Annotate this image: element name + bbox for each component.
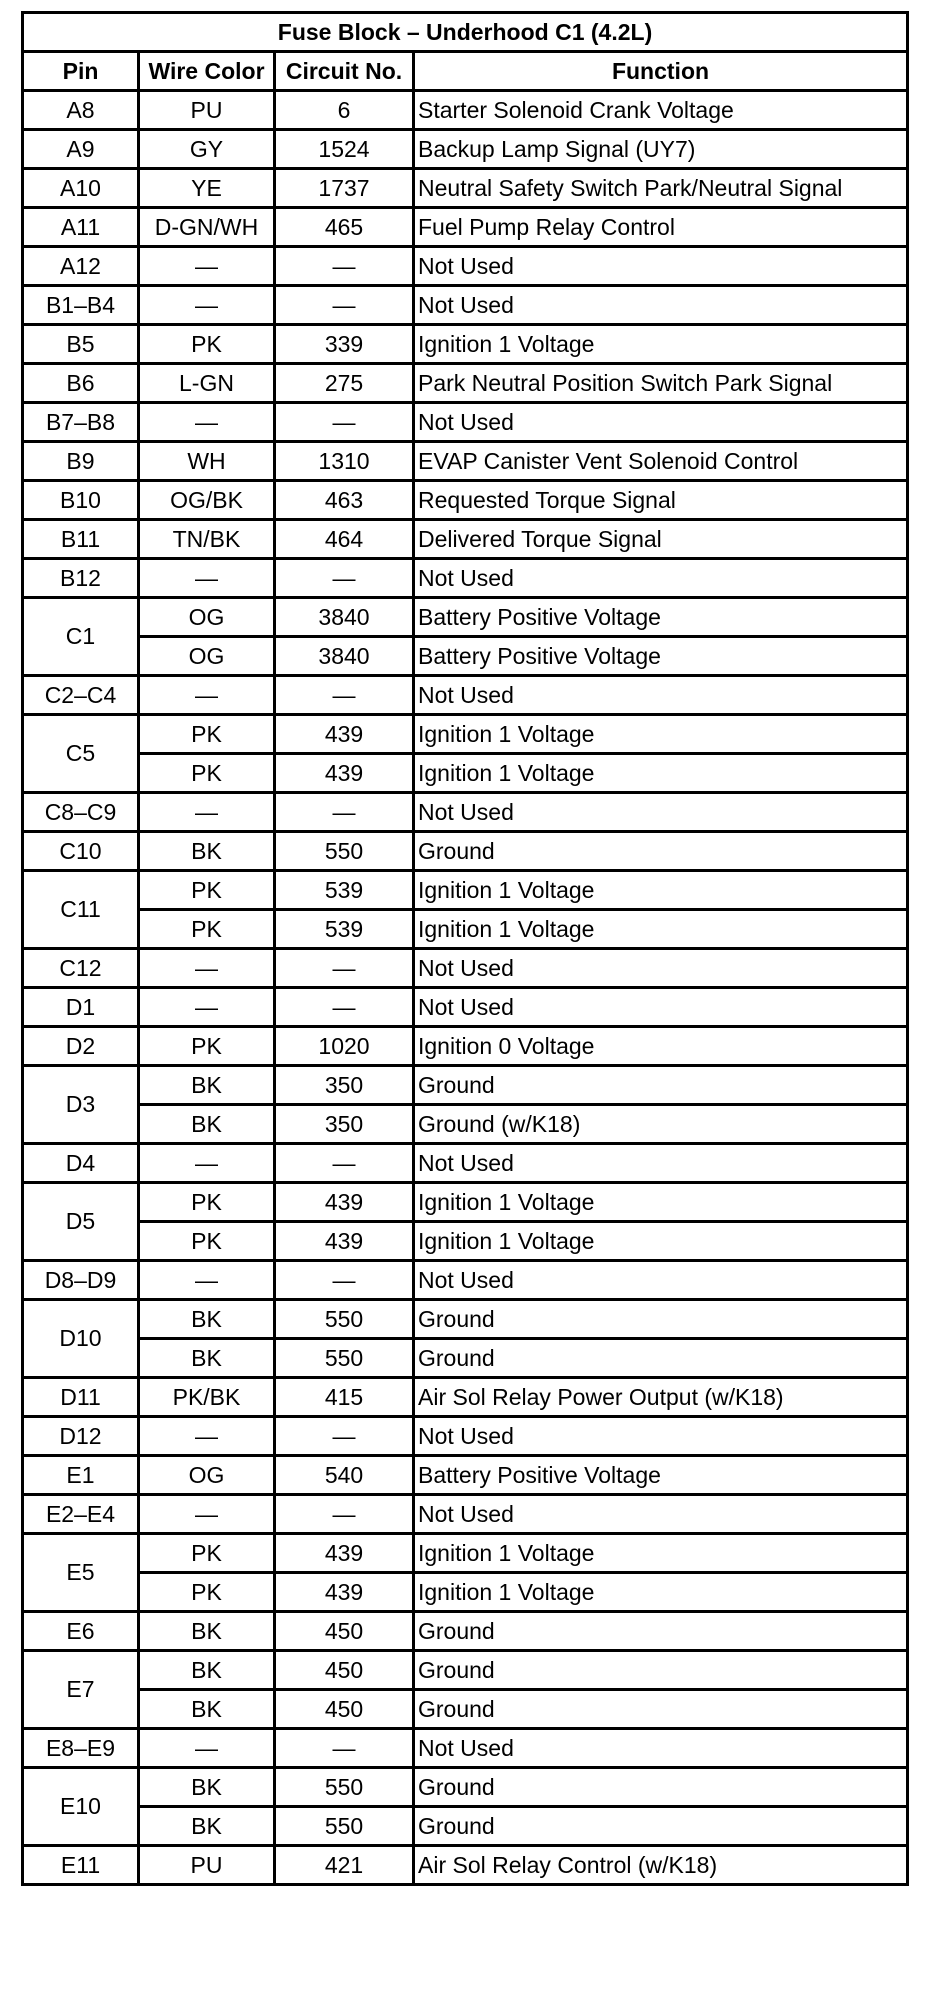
pin-cell: C10 bbox=[23, 832, 139, 871]
circuit-cell: 450 bbox=[275, 1612, 414, 1651]
wire-color-cell: — bbox=[139, 1417, 275, 1456]
table-row bbox=[23, 871, 908, 910]
wire-color-cell: PK bbox=[139, 1183, 275, 1222]
function-cell: Air Sol Relay Control (w/K18) bbox=[414, 1846, 908, 1885]
function-cell: Ignition 0 Voltage bbox=[414, 1027, 908, 1066]
wire-color-cell: BK bbox=[139, 1339, 275, 1378]
circuit-cell: 464 bbox=[275, 520, 414, 559]
function-cell: Ground bbox=[414, 1690, 908, 1729]
table-row bbox=[23, 325, 908, 364]
wire-color-cell: BK bbox=[139, 1651, 275, 1690]
table-row bbox=[23, 715, 908, 754]
wire-color-cell: — bbox=[139, 676, 275, 715]
pin-cell: E11 bbox=[23, 1846, 139, 1885]
function-cell: Ignition 1 Voltage bbox=[414, 1534, 908, 1573]
function-cell: Requested Torque Signal bbox=[414, 481, 908, 520]
pin-cell: B1–B4 bbox=[23, 286, 139, 325]
circuit-cell: — bbox=[275, 403, 414, 442]
wire-color-cell: BK bbox=[139, 832, 275, 871]
circuit-cell: — bbox=[275, 949, 414, 988]
table-row bbox=[23, 754, 908, 793]
pin-cell: A9 bbox=[23, 130, 139, 169]
wire-color-cell: PK bbox=[139, 1027, 275, 1066]
circuit-cell: — bbox=[275, 676, 414, 715]
table-row bbox=[23, 91, 908, 130]
table-row bbox=[23, 208, 908, 247]
table-row bbox=[23, 1378, 908, 1417]
function-cell: Park Neutral Position Switch Park Signal bbox=[414, 364, 908, 403]
pin-cell: D1 bbox=[23, 988, 139, 1027]
circuit-cell: 339 bbox=[275, 325, 414, 364]
circuit-cell: 421 bbox=[275, 1846, 414, 1885]
circuit-cell: — bbox=[275, 1261, 414, 1300]
table-row bbox=[23, 832, 908, 871]
circuit-cell: 539 bbox=[275, 910, 414, 949]
circuit-cell: 539 bbox=[275, 871, 414, 910]
function-cell: Not Used bbox=[414, 676, 908, 715]
table-row bbox=[23, 1846, 908, 1885]
circuit-cell: 350 bbox=[275, 1105, 414, 1144]
function-cell: Not Used bbox=[414, 1729, 908, 1768]
wire-color-cell: YE bbox=[139, 169, 275, 208]
wire-color-cell: — bbox=[139, 247, 275, 286]
function-cell: Ground bbox=[414, 1300, 908, 1339]
wire-color-cell: L-GN bbox=[139, 364, 275, 403]
circuit-cell: — bbox=[275, 988, 414, 1027]
wire-color-cell: PU bbox=[139, 1846, 275, 1885]
wire-color-cell: TN/BK bbox=[139, 520, 275, 559]
wire-color-cell: BK bbox=[139, 1105, 275, 1144]
circuit-cell: 1020 bbox=[275, 1027, 414, 1066]
table-row bbox=[23, 1807, 908, 1846]
pin-cell: B6 bbox=[23, 364, 139, 403]
pin-cell: B7–B8 bbox=[23, 403, 139, 442]
pin-cell: D12 bbox=[23, 1417, 139, 1456]
function-cell: Backup Lamp Signal (UY7) bbox=[414, 130, 908, 169]
circuit-cell: 350 bbox=[275, 1066, 414, 1105]
function-cell: EVAP Canister Vent Solenoid Control bbox=[414, 442, 908, 481]
wire-color-cell: — bbox=[139, 403, 275, 442]
pin-cell: E8–E9 bbox=[23, 1729, 139, 1768]
function-cell: Ignition 1 Voltage bbox=[414, 1573, 908, 1612]
circuit-cell: 275 bbox=[275, 364, 414, 403]
wire-color-cell: BK bbox=[139, 1690, 275, 1729]
function-cell: Ignition 1 Voltage bbox=[414, 325, 908, 364]
table-row bbox=[23, 1261, 908, 1300]
table-row bbox=[23, 1066, 908, 1105]
wire-color-cell: OG bbox=[139, 1456, 275, 1495]
pin-cell: E2–E4 bbox=[23, 1495, 139, 1534]
function-cell: Ignition 1 Voltage bbox=[414, 1222, 908, 1261]
wire-color-cell: BK bbox=[139, 1300, 275, 1339]
pin-cell: B11 bbox=[23, 520, 139, 559]
circuit-cell: 439 bbox=[275, 1573, 414, 1612]
table-row bbox=[23, 169, 908, 208]
pin-cell: C12 bbox=[23, 949, 139, 988]
pin-cell: D3 bbox=[23, 1066, 139, 1144]
pin-cell: A10 bbox=[23, 169, 139, 208]
function-cell: Not Used bbox=[414, 559, 908, 598]
wire-color-cell: — bbox=[139, 559, 275, 598]
wire-color-cell: BK bbox=[139, 1807, 275, 1846]
function-cell: Ground bbox=[414, 1066, 908, 1105]
wire-color-cell: — bbox=[139, 1261, 275, 1300]
table-row bbox=[23, 1300, 908, 1339]
table-row bbox=[23, 1027, 908, 1066]
table-row bbox=[23, 1456, 908, 1495]
pin-cell: E7 bbox=[23, 1651, 139, 1729]
function-cell: Ignition 1 Voltage bbox=[414, 1183, 908, 1222]
circuit-cell: 550 bbox=[275, 1807, 414, 1846]
pin-cell: B10 bbox=[23, 481, 139, 520]
pin-cell: D8–D9 bbox=[23, 1261, 139, 1300]
table-row bbox=[23, 286, 908, 325]
function-cell: Air Sol Relay Power Output (w/K18) bbox=[414, 1378, 908, 1417]
circuit-cell: 465 bbox=[275, 208, 414, 247]
function-cell: Ground bbox=[414, 1807, 908, 1846]
function-cell: Ground bbox=[414, 832, 908, 871]
pin-cell: D2 bbox=[23, 1027, 139, 1066]
circuit-cell: 439 bbox=[275, 715, 414, 754]
table-row bbox=[23, 1729, 908, 1768]
circuit-cell: 450 bbox=[275, 1651, 414, 1690]
pin-cell: C11 bbox=[23, 871, 139, 949]
function-cell: Ground bbox=[414, 1339, 908, 1378]
table-row bbox=[23, 247, 908, 286]
function-cell: Battery Positive Voltage bbox=[414, 598, 908, 637]
table-row bbox=[23, 1651, 908, 1690]
wire-color-cell: — bbox=[139, 286, 275, 325]
table-row bbox=[23, 1339, 908, 1378]
wire-color-cell: — bbox=[139, 1729, 275, 1768]
function-cell: Not Used bbox=[414, 1495, 908, 1534]
pin-cell: C5 bbox=[23, 715, 139, 793]
header-wire-color: Wire Color bbox=[139, 52, 275, 91]
header-circuit-no: Circuit No. bbox=[275, 52, 414, 91]
circuit-cell: — bbox=[275, 1417, 414, 1456]
wire-color-cell: — bbox=[139, 1495, 275, 1534]
function-cell: Ground bbox=[414, 1651, 908, 1690]
circuit-cell: 415 bbox=[275, 1378, 414, 1417]
circuit-cell: 550 bbox=[275, 832, 414, 871]
wire-color-cell: BK bbox=[139, 1612, 275, 1651]
wire-color-cell: PU bbox=[139, 91, 275, 130]
circuit-cell: 439 bbox=[275, 1222, 414, 1261]
circuit-cell: 450 bbox=[275, 1690, 414, 1729]
table-row bbox=[23, 1222, 908, 1261]
circuit-cell: 1737 bbox=[275, 169, 414, 208]
title-row bbox=[23, 13, 908, 52]
pin-cell: D11 bbox=[23, 1378, 139, 1417]
wire-color-cell: PK bbox=[139, 715, 275, 754]
function-cell: Delivered Torque Signal bbox=[414, 520, 908, 559]
function-cell: Ignition 1 Voltage bbox=[414, 715, 908, 754]
function-cell: Neutral Safety Switch Park/Neutral Signal bbox=[414, 169, 908, 208]
circuit-cell: — bbox=[275, 247, 414, 286]
table-row bbox=[23, 364, 908, 403]
table-head bbox=[23, 13, 908, 91]
wire-color-cell: OG bbox=[139, 598, 275, 637]
function-cell: Ignition 1 Voltage bbox=[414, 871, 908, 910]
wire-color-cell: PK bbox=[139, 871, 275, 910]
circuit-cell: 439 bbox=[275, 1534, 414, 1573]
table-row bbox=[23, 910, 908, 949]
table-row bbox=[23, 1495, 908, 1534]
circuit-cell: — bbox=[275, 793, 414, 832]
circuit-cell: 540 bbox=[275, 1456, 414, 1495]
circuit-cell: 550 bbox=[275, 1339, 414, 1378]
function-cell: Battery Positive Voltage bbox=[414, 637, 908, 676]
wire-color-cell: PK bbox=[139, 1222, 275, 1261]
function-cell: Not Used bbox=[414, 1261, 908, 1300]
circuit-cell: 439 bbox=[275, 754, 414, 793]
function-cell: Ignition 1 Voltage bbox=[414, 910, 908, 949]
wire-color-cell: — bbox=[139, 988, 275, 1027]
function-cell: Battery Positive Voltage bbox=[414, 1456, 908, 1495]
table-body bbox=[23, 91, 908, 1885]
table-row bbox=[23, 1105, 908, 1144]
function-cell: Ground (w/K18) bbox=[414, 1105, 908, 1144]
wire-color-cell: D-GN/WH bbox=[139, 208, 275, 247]
table-row bbox=[23, 1183, 908, 1222]
function-cell: Not Used bbox=[414, 949, 908, 988]
table-row bbox=[23, 1612, 908, 1651]
wire-color-cell: BK bbox=[139, 1066, 275, 1105]
pinout-table-container bbox=[21, 11, 909, 1886]
pin-cell: B12 bbox=[23, 559, 139, 598]
circuit-cell: — bbox=[275, 1495, 414, 1534]
pin-cell: C1 bbox=[23, 598, 139, 676]
pin-cell: D4 bbox=[23, 1144, 139, 1183]
table-row bbox=[23, 130, 908, 169]
wire-color-cell: PK/BK bbox=[139, 1378, 275, 1417]
table-row bbox=[23, 1573, 908, 1612]
pin-cell: D5 bbox=[23, 1183, 139, 1261]
pin-cell: A12 bbox=[23, 247, 139, 286]
pin-cell: E10 bbox=[23, 1768, 139, 1846]
function-cell: Not Used bbox=[414, 1417, 908, 1456]
table-title: Fuse Block – Underhood C1 (4.2L) bbox=[23, 13, 908, 52]
table-row bbox=[23, 1144, 908, 1183]
function-cell: Ignition 1 Voltage bbox=[414, 754, 908, 793]
circuit-cell: 3840 bbox=[275, 637, 414, 676]
wire-color-cell: PK bbox=[139, 325, 275, 364]
wire-color-cell: PK bbox=[139, 1573, 275, 1612]
table-row bbox=[23, 988, 908, 1027]
pin-cell: B5 bbox=[23, 325, 139, 364]
function-cell: Not Used bbox=[414, 247, 908, 286]
pinout-table bbox=[21, 11, 909, 1886]
pin-cell: B9 bbox=[23, 442, 139, 481]
table-row bbox=[23, 403, 908, 442]
table-row bbox=[23, 1417, 908, 1456]
function-cell: Starter Solenoid Crank Voltage bbox=[414, 91, 908, 130]
function-cell: Not Used bbox=[414, 988, 908, 1027]
circuit-cell: — bbox=[275, 1144, 414, 1183]
circuit-cell: — bbox=[275, 286, 414, 325]
wire-color-cell: PK bbox=[139, 754, 275, 793]
circuit-cell: 1524 bbox=[275, 130, 414, 169]
circuit-cell: 1310 bbox=[275, 442, 414, 481]
wire-color-cell: — bbox=[139, 793, 275, 832]
table-row bbox=[23, 1690, 908, 1729]
pin-cell: A11 bbox=[23, 208, 139, 247]
header-row bbox=[23, 52, 908, 91]
function-cell: Fuel Pump Relay Control bbox=[414, 208, 908, 247]
table-row bbox=[23, 1768, 908, 1807]
function-cell: Ground bbox=[414, 1768, 908, 1807]
pin-cell: E1 bbox=[23, 1456, 139, 1495]
table-row bbox=[23, 442, 908, 481]
function-cell: Not Used bbox=[414, 1144, 908, 1183]
wire-color-cell: — bbox=[139, 1144, 275, 1183]
pin-cell: E6 bbox=[23, 1612, 139, 1651]
circuit-cell: 550 bbox=[275, 1768, 414, 1807]
wire-color-cell: PK bbox=[139, 910, 275, 949]
circuit-cell: — bbox=[275, 1729, 414, 1768]
pin-cell: D10 bbox=[23, 1300, 139, 1378]
circuit-cell: 6 bbox=[275, 91, 414, 130]
table-row bbox=[23, 1534, 908, 1573]
wire-color-cell: BK bbox=[139, 1768, 275, 1807]
table-row bbox=[23, 949, 908, 988]
circuit-cell: 3840 bbox=[275, 598, 414, 637]
wire-color-cell: — bbox=[139, 949, 275, 988]
table-row bbox=[23, 793, 908, 832]
function-cell: Not Used bbox=[414, 286, 908, 325]
circuit-cell: — bbox=[275, 559, 414, 598]
table-row bbox=[23, 481, 908, 520]
function-cell: Ground bbox=[414, 1612, 908, 1651]
table-row bbox=[23, 559, 908, 598]
table-row bbox=[23, 676, 908, 715]
header-pin: Pin bbox=[23, 52, 139, 91]
table-row bbox=[23, 637, 908, 676]
function-cell: Not Used bbox=[414, 403, 908, 442]
function-cell: Not Used bbox=[414, 793, 908, 832]
pin-cell: C2–C4 bbox=[23, 676, 139, 715]
table-row bbox=[23, 520, 908, 559]
wire-color-cell: PK bbox=[139, 1534, 275, 1573]
wire-color-cell: OG/BK bbox=[139, 481, 275, 520]
pin-cell: E5 bbox=[23, 1534, 139, 1612]
wire-color-cell: GY bbox=[139, 130, 275, 169]
header-function: Function bbox=[414, 52, 908, 91]
circuit-cell: 463 bbox=[275, 481, 414, 520]
wire-color-cell: OG bbox=[139, 637, 275, 676]
pin-cell: A8 bbox=[23, 91, 139, 130]
pin-cell: C8–C9 bbox=[23, 793, 139, 832]
table-row bbox=[23, 598, 908, 637]
wire-color-cell: WH bbox=[139, 442, 275, 481]
circuit-cell: 550 bbox=[275, 1300, 414, 1339]
circuit-cell: 439 bbox=[275, 1183, 414, 1222]
